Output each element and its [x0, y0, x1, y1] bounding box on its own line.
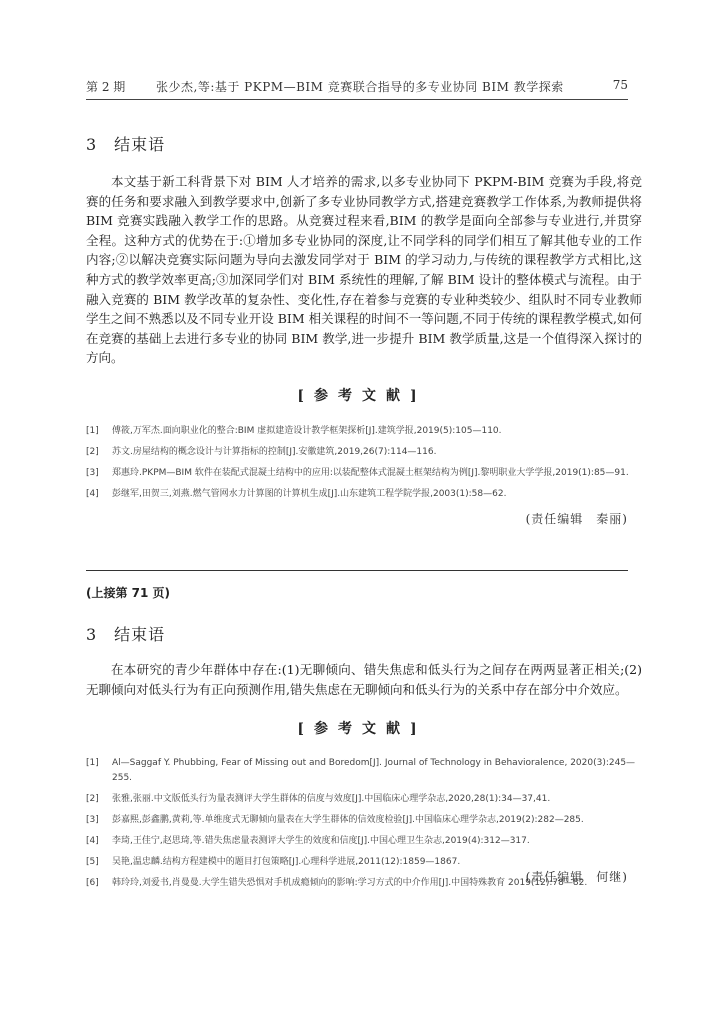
conclusion-paragraph: 在本研究的青少年群体中存在:(1)无聊倾向、错失焦虑和低头行为之间存在两两显著正相关;(2)无聊倾向对低头行为有正向预测作用,错失焦虑在无聊倾向和低头行为的关系中存在部分中介效应。	[86, 662, 642, 697]
reference-tag: [1]	[86, 758, 99, 768]
header-rule	[86, 99, 628, 100]
references-heading: [参考文献]	[297, 388, 427, 404]
reference-tag: [6]	[86, 878, 99, 888]
page-number: 75	[612, 78, 628, 92]
reference-text: 傅筱,万军杰.面向职业化的整合:BIM 虚拟建造设计教学框架探析[J].建筑学报,2019(5):105—110.	[112, 426, 502, 436]
article-running-title: 张少杰,等:基于 PKPM—BIM 竞赛联合指导的多专业协同 BIM 教学探索	[156, 80, 564, 94]
running-header	[86, 78, 628, 98]
issue-number: 第 2 期	[86, 80, 126, 94]
continued-note: (上接第 71 页)	[86, 586, 171, 600]
reference-item	[86, 487, 642, 502]
reference-tag: [5]	[86, 857, 99, 867]
reference-text: 彭继军,田贺三,刘燕.燃气管网水力计算图的计算机生成[J].山东建筑工程学院学报,2003(1):58—62.	[112, 489, 507, 499]
reference-item	[86, 834, 642, 849]
reference-text: 彭嘉熙,彭鑫鹏,黄莉,等.单维度式无聊倾向量表在大学生群体的信效度检验[J].中国临床心理学杂志,2019(2):282—285.	[112, 815, 584, 825]
section-number: 3	[86, 135, 98, 154]
reference-item	[86, 424, 642, 439]
reference-tag: [1]	[86, 426, 99, 436]
reference-item	[86, 445, 642, 460]
references-heading: [参考文献]	[297, 721, 427, 737]
reference-tag: [4]	[86, 489, 99, 499]
reference-item	[86, 466, 642, 481]
reference-item	[86, 813, 642, 828]
conclusion-paragraph: 本文基于新工科背景下对 BIM 人才培养的需求,以多专业协同下 PKPM-BIM 竞赛为手段,将竞赛的任务和要求融入到教学要求中,创新了多专业协同教学方式,搭建竞赛教学工作体系,为教师提供将 BIM 竞赛实践融入教学工作的思路。从竞赛过程来看,BIM 的教学是面向全部参与专业进行,并贯穿全程。这种方式的优势在于:①增加多专业协同的深度,让不同学科的同学们相互了解其他专业的工作内容;②以解决竞赛实际问题为导向去激发同学对于 BIM 的学习动力,与传统的课程教学方式相比,这种方式的教学效率更高;③加深同学们对 BIM 系统性的理解,了解 BIM 设计的整体模式与流程。由于融入竞赛的 BIM 教学改革的复杂性、变化性,存在着参与竞赛的专业种类较少、组队时不同专业教师学生之间不熟悉以及不同专业开设 BIM 相关课程的时间不一等问题,不同于传统的课程教学模式,如何在竞赛的基础上去进行多专业的协同 BIM 教学,进一步提升 BIM 教学质量,这是一个值得深入探讨的方向。	[86, 174, 642, 366]
reference-list	[86, 424, 642, 508]
reference-text: 张雅,张丽.中文版低头行为量表测评大学生群体的信度与效度[J].中国临床心理学杂志,2020,28(1):34—37,41.	[112, 794, 551, 804]
reference-item	[86, 792, 642, 807]
reference-text: 郑惠玲.PKPM—BIM 软件在装配式混凝土结构中的应用:以装配整体式混凝土框架结构为例[J].黎明职业大学学报,2019(1):85—91.	[112, 468, 629, 478]
responsible-editor: (责任编辑 秦丽)	[525, 512, 628, 526]
reference-tag: [3]	[86, 468, 99, 478]
reference-tag: [2]	[86, 447, 99, 457]
reference-text: Al—Saggaf Y. Phubbing, Fear of Missing out and Boredom[J]. Journal of Technology in Behavioralence, 2020(3):245—255.	[112, 758, 636, 783]
reference-tag: [3]	[86, 815, 99, 825]
article-divider	[86, 570, 628, 571]
section-heading	[86, 132, 165, 155]
section-title: 结束语	[114, 625, 166, 644]
responsible-editor: (责任编辑 何继)	[525, 870, 628, 884]
reference-item	[86, 756, 642, 786]
section-title: 结束语	[114, 135, 166, 154]
reference-tag: [2]	[86, 794, 99, 804]
reference-text: 韩玲玲,刘爱书,肖曼曼.大学生错失恐惧对手机成瘾倾向的影响:学习方式的中介作用[J].中国特殊教育 2019(12):78—82.	[112, 878, 588, 888]
reference-text: 苏文.房屋结构的概念设计与计算指标的控制[J].安徽建筑,2019,26(7):114—116.	[112, 447, 437, 457]
section-number: 3	[86, 625, 98, 644]
section-heading	[86, 622, 165, 645]
reference-text: 李琦,王佳宁,赵思琦,等.错失焦虑量表测评大学生的效度和信度[J].中国心理卫生杂志,2019(4):312—317.	[112, 836, 530, 846]
reference-text: 吴艳,温忠麟.结构方程建模中的题目打包策略[J].心理科学进展,2011(12):1859—1867.	[112, 857, 461, 867]
reference-tag: [4]	[86, 836, 99, 846]
